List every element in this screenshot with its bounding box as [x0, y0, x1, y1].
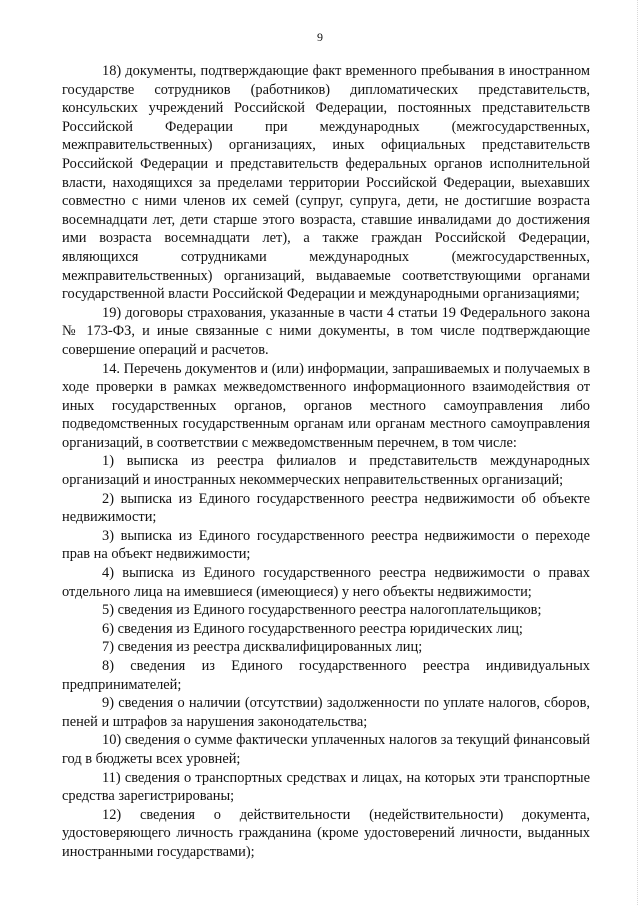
- page-number: 9: [317, 30, 323, 44]
- list-item-2: 2) выписка из Единого государственного реестра недвижимости об объекте недвижимости;: [62, 490, 590, 526]
- paragraph-section-14: 14. Перечень документов и (или) информации, запрашиваемых и получаемых в ходе проверки в рамках межведомственного информационного взаимодействия от иных государственных органов, органов местного самоуправления либо подведомственных государственным органам или органам местного самоуправления организаций, в соответствии с межведомственным перечнем, в том числе:: [62, 360, 590, 451]
- list-item-4: 4) выписка из Единого государственного реестра недвижимости о правах отдельного лица на имевшиеся (имеющиеся) у него объекты недвижимости;: [62, 565, 590, 600]
- document-body: [62, 62, 590, 862]
- list-item-5: 5) сведения из Единого государственного реестра налогоплательщиков;: [102, 602, 542, 619]
- scan-edge-dots: [634, 0, 638, 905]
- list-item-8: 8) сведения из Единого государственного реестра индивидуальных предпринимателей;: [62, 658, 590, 693]
- list-item-12: 12) сведения о действительности (недействительности) документа, удостоверяющего личность гражданина (кроме удостоверений личности, выданных иностранными государствами);: [62, 806, 590, 860]
- list-item-1: 1) выписка из реестра филиалов и представительств международных организаций и иностранных некоммерческих неправительственных организаций;: [62, 453, 590, 489]
- list-item-7: 7) сведения из реестра дисквалифицированных лиц;: [102, 639, 423, 656]
- paragraph-item-19: 19) договоры страхования, указанные в части 4 статьи 19 Федерального закона № 173-ФЗ, и иные связанные с ними документы, в том числе подтверждающие совершение операций и расчетов.: [62, 304, 590, 358]
- paragraph-item-18: 18) документы, подтверждающие факт временного пребывания в иностранном государстве сотрудников (работников) дипломатических представительств, консульских учреждений Российской Федерации, постоянных представительств Российской Федерации при международных (межгосударственных, межправительственных) организациях, иных официальных представительств Российской Федерации и представительств федеральных органов исполнительной власти, находящихся за пределами территории Российской Федерации, выехавших совместно с ними членов их семей (супруг, супруга, дети, не достигшие возраста восемнадцати лет, дети старше этого возраста, ставшие инвалидами до достижения ими возраста восемнадцати лет), а также граждан Российской Федерации, являющихся сотрудниками международных (межгосударственных, межправительственных) организаций, выдаваемые соответствующими органами государственной власти Российской Федерации и международными организациями;: [62, 63, 590, 303]
- list-item-6: 6) сведения из Единого государственного реестра юридических лиц;: [102, 620, 523, 637]
- list-item-9: 9) сведения о наличии (отсутствии) задолженности по уплате налогов, сборов, пеней и штрафов за нарушения законодательства;: [62, 695, 590, 730]
- list-item-11: 11) сведения о транспортных средствах и лицах, на которых эти транспортные средства зарегистрированы;: [62, 769, 590, 805]
- list-item-3: 3) выписка из Единого государственного реестра недвижимости о переходе прав на объект недвижимости;: [62, 527, 590, 563]
- list-item-10: 10) сведения о сумме фактически уплаченных налогов за текущий финансовый год в бюджеты всех уровней;: [62, 732, 590, 767]
